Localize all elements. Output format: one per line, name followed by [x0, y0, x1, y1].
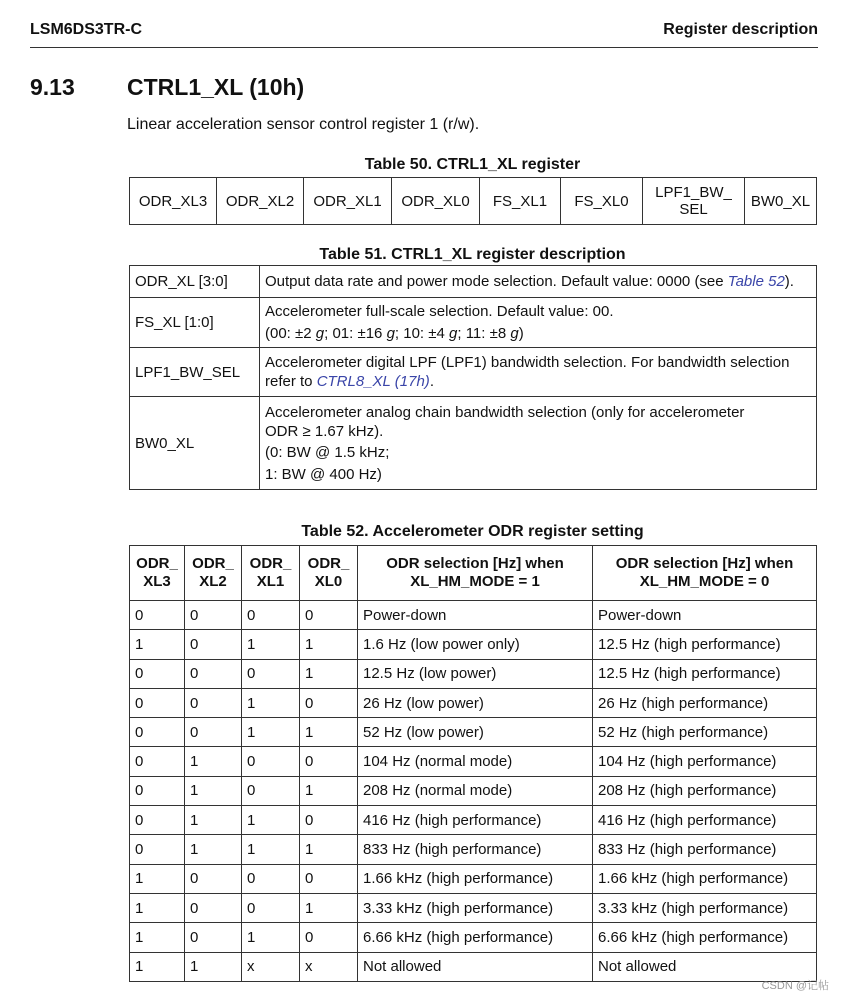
table-cell: 52 Hz (high performance)	[593, 718, 817, 747]
table-cell: Not allowed	[593, 952, 817, 981]
section-description: Linear acceleration sensor control register 1 (r/w).	[127, 116, 480, 133]
odr-setting-table	[129, 545, 817, 982]
bit-cell: LPF1_BW_ SEL	[643, 178, 745, 225]
table-cell: 1	[185, 952, 242, 981]
table52-caption: Table 52. Accelerometer ODR register setting	[301, 523, 644, 540]
field-cell: FS_XL [1:0]	[130, 298, 260, 348]
table-cell: 0	[300, 864, 358, 893]
table-cell: 3.33 kHz (high performance)	[358, 893, 593, 922]
table-cell: 1	[300, 893, 358, 922]
table-cell: x	[242, 952, 300, 981]
table-cell: Power-down	[593, 601, 817, 630]
table-cell: 52 Hz (low power)	[358, 718, 593, 747]
table-cell: 12.5 Hz (low power)	[358, 659, 593, 688]
table-row	[130, 601, 817, 630]
table-row	[130, 688, 817, 717]
table-cell: 1	[300, 659, 358, 688]
description-cell	[260, 266, 817, 298]
table-cell: 1	[242, 688, 300, 717]
column-header: ODR_ XL1	[242, 546, 300, 601]
table50-caption: Table 50. CTRL1_XL register	[364, 156, 581, 173]
table-cell: 0	[242, 747, 300, 776]
table-row	[130, 747, 817, 776]
table-cell: 833 Hz (high performance)	[358, 835, 593, 864]
table-cell: 0	[185, 630, 242, 659]
bit-cell: FS_XL1	[480, 178, 561, 225]
field-cell: LPF1_BW_SEL	[130, 348, 260, 397]
table-cell: 6.66 kHz (high performance)	[358, 923, 593, 952]
table-cell: 1	[300, 718, 358, 747]
bit-cell: FS_XL0	[561, 178, 643, 225]
register-bit-table	[129, 177, 817, 225]
table-cell: 0	[185, 923, 242, 952]
table-cell: 1	[185, 806, 242, 835]
table-cell: 6.66 kHz (high performance)	[593, 923, 817, 952]
text: Accelerometer full-scale selection. Default value: 00.	[265, 303, 614, 320]
table-cell: 0	[130, 659, 185, 688]
bit-cell: BW0_XL	[745, 178, 817, 225]
table-row	[130, 864, 817, 893]
table-cell: Not allowed	[358, 952, 593, 981]
table-cell: 833 Hz (high performance)	[593, 835, 817, 864]
table-row	[130, 923, 817, 952]
text: ODR ≥ 1.67 kHz).	[265, 422, 384, 440]
field-cell: ODR_XL [3:0]	[130, 266, 260, 298]
table-row	[130, 718, 817, 747]
table-cell: 12.5 Hz (high performance)	[593, 659, 817, 688]
table-cell: 0	[242, 659, 300, 688]
section-number: 9.13	[30, 74, 75, 100]
description-cell	[260, 298, 817, 348]
table-cell: 26 Hz (low power)	[358, 688, 593, 717]
table-cell: 1	[130, 630, 185, 659]
table-cell: 1	[242, 835, 300, 864]
table-cell: 0	[130, 601, 185, 630]
table-cell: 0	[185, 688, 242, 717]
table-cell: 104 Hz (normal mode)	[358, 747, 593, 776]
table-cell: 1	[242, 923, 300, 952]
table-cell: 0	[185, 601, 242, 630]
table-cell: 1.66 kHz (high performance)	[358, 864, 593, 893]
table-cell: 0	[242, 864, 300, 893]
table52-link[interactable]: Table 52	[727, 273, 785, 290]
table-cell: 3.33 kHz (high performance)	[593, 893, 817, 922]
table-cell: 0	[242, 601, 300, 630]
table-cell: 1	[300, 776, 358, 805]
description-cell	[260, 348, 817, 397]
column-header: ODR_ XL2	[185, 546, 242, 601]
text: Accelerometer digital LPF (LPF1) bandwidth selection. For bandwidth selection	[265, 354, 790, 371]
bit-cell: ODR_XL3	[130, 178, 217, 225]
description-cell	[260, 397, 817, 490]
table-cell: 1	[300, 835, 358, 864]
header-rule	[30, 47, 818, 48]
table-cell: 26 Hz (high performance)	[593, 688, 817, 717]
table-cell: 0	[300, 923, 358, 952]
table-cell: 0	[185, 718, 242, 747]
text: 1: BW @ 400 Hz)	[265, 465, 382, 483]
table-row	[130, 659, 817, 688]
table-cell: 0	[242, 776, 300, 805]
table-cell: 1	[185, 835, 242, 864]
table-cell: 1	[242, 718, 300, 747]
table-cell: 0	[130, 718, 185, 747]
table51-caption: Table 51. CTRL1_XL register description	[319, 246, 626, 263]
column-header: ODR selection [Hz] when XL_HM_MODE = 1	[358, 546, 593, 601]
register-description-table	[129, 265, 817, 490]
bit-cell: ODR_XL0	[392, 178, 480, 225]
table-row	[130, 298, 817, 348]
text: Output data rate and power mode selection. Default value: 0000 (see	[265, 273, 728, 290]
table-cell: 208 Hz (normal mode)	[358, 776, 593, 805]
table-cell: 0	[185, 659, 242, 688]
table-row	[130, 806, 817, 835]
text: refer to CTRL8_XL (17h).	[265, 373, 434, 390]
table-row	[130, 348, 817, 397]
table-cell: 1	[130, 893, 185, 922]
table-cell: 1	[130, 923, 185, 952]
table-cell: 0	[130, 776, 185, 805]
table-cell: Power-down	[358, 601, 593, 630]
table-row	[130, 893, 817, 922]
section-title: CTRL1_XL (10h)	[127, 74, 305, 100]
table-row	[130, 630, 817, 659]
table-cell: 1.6 Hz (low power only)	[358, 630, 593, 659]
column-header: ODR selection [Hz] when XL_HM_MODE = 0	[593, 546, 817, 601]
table-cell: x	[300, 952, 358, 981]
table-row	[130, 266, 817, 298]
column-header: ODR_ XL0	[300, 546, 358, 601]
table-cell: 1.66 kHz (high performance)	[593, 864, 817, 893]
text: Accelerometer analog chain bandwidth selection (only for accelerometer	[265, 403, 745, 421]
table-cell: 0	[130, 747, 185, 776]
table-cell: 1	[242, 806, 300, 835]
document-id: LSM6DS3TR-C	[30, 21, 143, 38]
table-cell: 1	[185, 747, 242, 776]
table-cell: 0	[130, 806, 185, 835]
table-cell: 208 Hz (high performance)	[593, 776, 817, 805]
table-cell: 1	[130, 952, 185, 981]
text: (00: ±2 g; 01: ±16 g; 10: ±4 g; 11: ±8 g)	[265, 325, 524, 342]
table-cell: 416 Hz (high performance)	[593, 806, 817, 835]
table-cell: 1	[300, 630, 358, 659]
ctrl8-xl-link[interactable]: CTRL8_XL (17h)	[316, 373, 430, 390]
table-cell: 0	[185, 864, 242, 893]
table-cell: 0	[242, 893, 300, 922]
section-name: Register description	[663, 21, 818, 38]
text: (0: BW @ 1.5 kHz;	[265, 443, 390, 461]
table-cell: 1	[242, 630, 300, 659]
table-row	[130, 397, 817, 490]
bit-cell: ODR_XL1	[304, 178, 392, 225]
table-row	[130, 952, 817, 981]
table-cell: 0	[185, 893, 242, 922]
table-cell: 104 Hz (high performance)	[593, 747, 817, 776]
table-row	[130, 835, 817, 864]
table-cell: 0	[300, 806, 358, 835]
table-row	[130, 776, 817, 805]
table-cell: 1	[130, 864, 185, 893]
watermark: CSDN @记帖	[761, 980, 829, 992]
column-header: ODR_ XL3	[130, 546, 185, 601]
bit-cell: ODR_XL2	[217, 178, 304, 225]
table-cell: 12.5 Hz (high performance)	[593, 630, 817, 659]
field-cell: BW0_XL	[130, 397, 260, 490]
table-cell: 0	[300, 601, 358, 630]
table-cell: 1	[185, 776, 242, 805]
text: ).	[784, 273, 794, 290]
table-cell: 0	[130, 688, 185, 717]
table-cell: 0	[300, 747, 358, 776]
table-cell: 416 Hz (high performance)	[358, 806, 593, 835]
table-cell: 0	[130, 835, 185, 864]
table-cell: 0	[300, 688, 358, 717]
